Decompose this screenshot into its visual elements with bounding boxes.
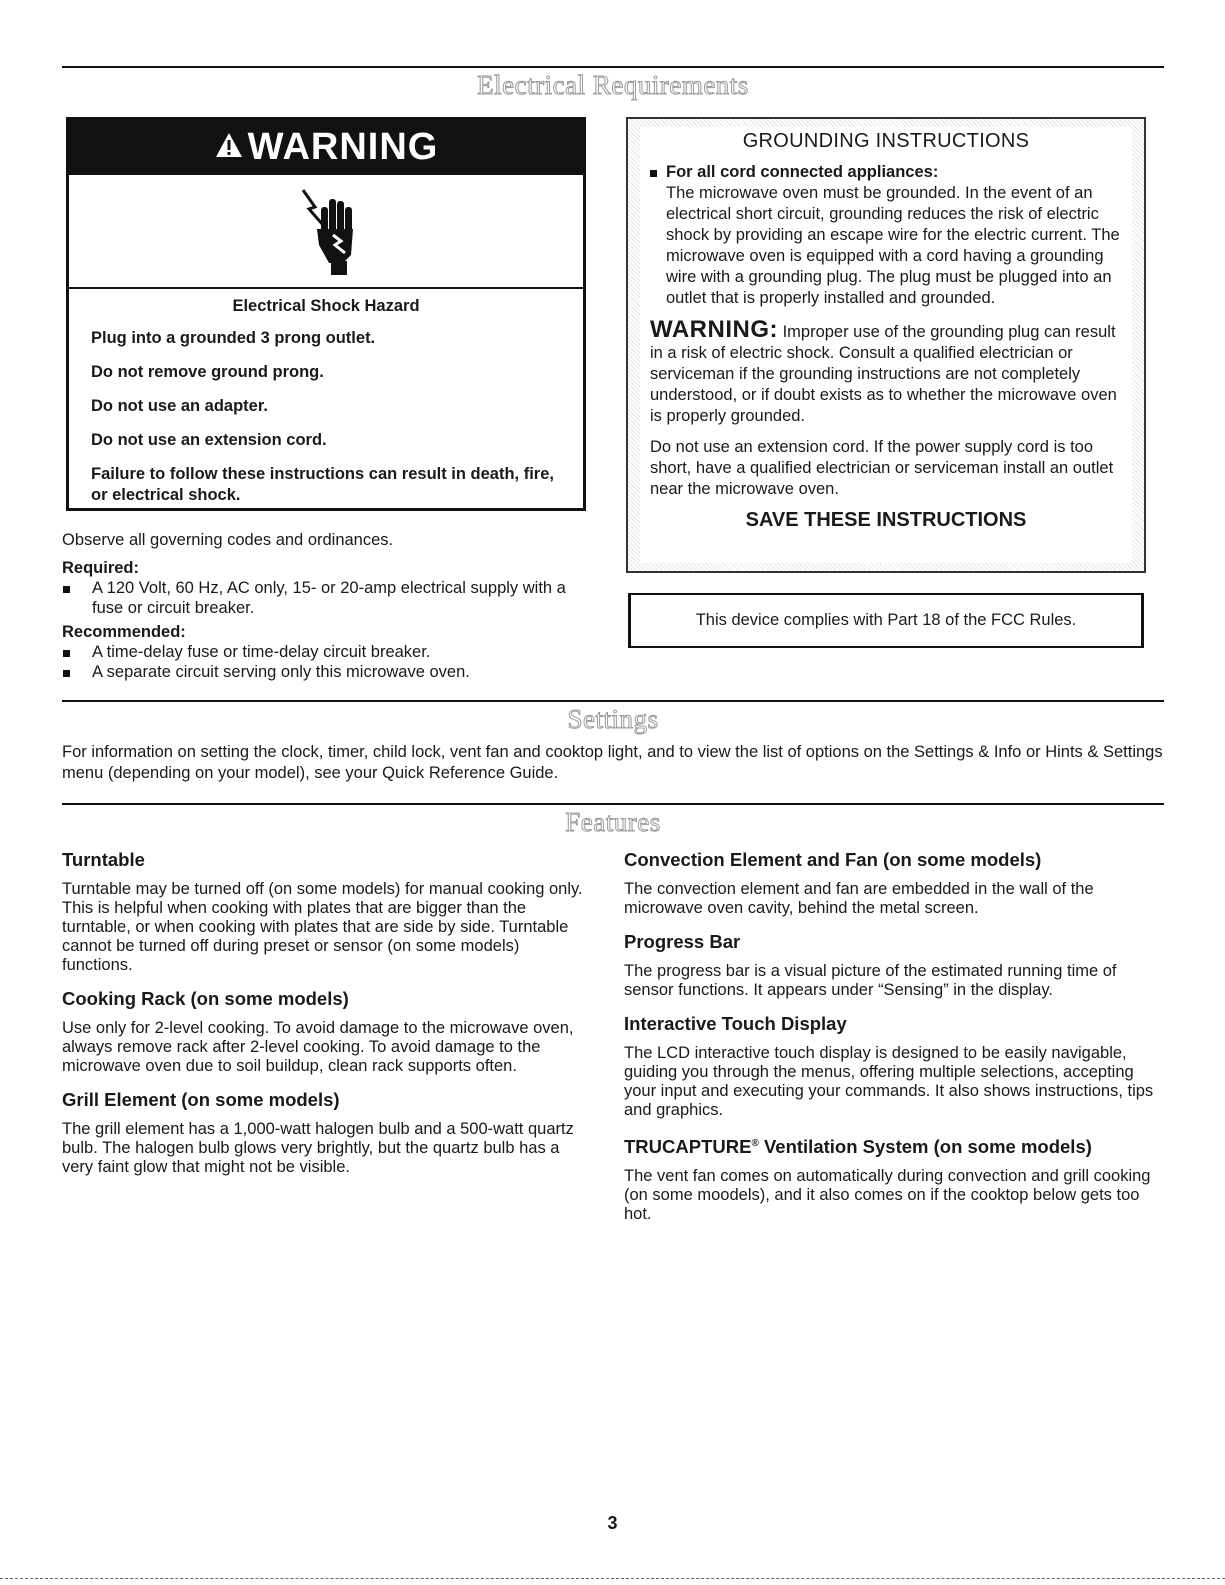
bullet-square-icon (62, 662, 92, 682)
warning-box (66, 117, 586, 511)
settings-text: For information on setting the clock, timer, child lock, vent fan and cooktop light, and to view the list of options on the Settings & Info or Hints & Settings menu (depending on your model), see your Quick Reference Guide. (62, 743, 1163, 782)
grounding-box (626, 117, 1146, 573)
save-instructions: SAVE THESE INSTRUCTIONS (745, 509, 1027, 531)
features-left-column (62, 850, 587, 1191)
list-item: A 120 Volt, 60 Hz, AC only, 15- or 20-amp electrical supply with a fuse or circuit breaker. (62, 578, 582, 618)
codes-text: Observe all governing codes and ordinances. (62, 531, 394, 549)
feature-text: The grill element has a 1,000-watt halogen bulb and a 500-watt quartz bulb. The halogen bulb glows very brightly, but the quartz bulb has a very faint glow that might not be visible. (62, 1120, 574, 1176)
warning-word: WARNING: (650, 316, 778, 343)
bottom-dashed-line (0, 1578, 1225, 1579)
feature-title: Interactive Touch Display (624, 1013, 847, 1034)
warning-line: Do not use an adapter. (91, 397, 268, 415)
feature-text: The vent fan comes on automatically during convection and grill cooking (on some moodels), and it also comes on if the cooktop below gets too hot. (624, 1167, 1151, 1224)
feature-text: The LCD interactive touch display is designed to be easily navigable, guiding you through the menus, offering multiple selections, accepting your input and executing your commands. It also shows instructions, tips and graphics. (624, 1044, 1154, 1119)
grounding-warning: WARNING: Improper use of the grounding plug can result in a risk of electric shock. Consult a qualified electrician or serviceman if the grounding instructions are not completely understood, or if doubt exists as to whether the microwave oven is properly grounded. (650, 316, 1117, 425)
fcc-box (628, 593, 1144, 648)
page-number: 3 (607, 1513, 618, 1533)
feature-text: Turntable may be turned off (on some models) for manual cooking only. This is helpful when cooking with plates that are bigger than the turntable, or when cooking with plates that are side by side. Turntable cannot be turned off during preset or sensor (on some models) functions. (62, 880, 583, 974)
grounding-para: The microwave oven must be grounded. In the event of an electrical short circuit, grounding reduces the risk of electric shock by providing an escape wire for the electric current. The microwave oven is equipped with a cord having a grounding wire with a grounding plug. The plug must be plugged into an outlet that is properly installed and grounded. (666, 184, 1120, 307)
feature-text: The convection element and fan are embedded in the wall of the microwave oven cavity, behind the metal screen. (624, 880, 1094, 917)
bullet-square-icon (650, 162, 666, 183)
section-title-electrical: Electrical Requirements (477, 70, 749, 100)
recommended-heading: Recommended: (62, 623, 186, 641)
fcc-text: This device complies with Part 18 of the FCC Rules. (695, 611, 1077, 629)
bullet-square-icon (62, 578, 92, 618)
feature-title: Turntable (62, 849, 145, 870)
warning-line: Failure to follow these instructions can result in death, fire, or electrical shock. (91, 465, 554, 504)
feature-title: Grill Element (on some models) (62, 1089, 340, 1110)
top-rule (62, 66, 1164, 68)
list-item: A separate circuit serving only this microwave oven. (62, 662, 582, 682)
warning-triangle-icon (214, 126, 244, 169)
feature-title: Progress Bar (624, 931, 741, 952)
settings-rule (62, 700, 1164, 702)
section-title-features: Features (565, 807, 661, 837)
warning-icon-area (69, 175, 583, 289)
grounding-para: Do not use an extension cord. If the power supply cord is too short, have a qualified electrician or serviceman install an outlet near the microwave oven. (650, 438, 1114, 498)
list-item: A time-delay fuse or time-delay circuit breaker. (62, 642, 582, 662)
feature-title: Cooking Rack (on some models) (62, 988, 349, 1009)
electric-shock-hand-icon (293, 185, 363, 280)
features-right-column (624, 850, 1154, 1238)
warning-header-text: WARNING (247, 126, 439, 168)
feature-text: The progress bar is a visual picture of the estimated running time of sensor functions. It appears under “Sensing” in the display. (624, 962, 1117, 999)
grounding-subheading: For all cord connected appliances: (650, 162, 1122, 183)
section-title-settings: Settings (567, 704, 659, 734)
warning-line: Do not use an extension cord. (91, 431, 327, 449)
warning-line: Do not remove ground prong. (91, 363, 324, 381)
hazard-title: Electrical Shock Hazard (232, 297, 420, 315)
grounding-title: GROUNDING INSTRUCTIONS (742, 130, 1030, 152)
required-heading: Required: (62, 559, 140, 577)
bullet-square-icon (62, 642, 92, 662)
electrical-left-text (62, 530, 582, 682)
feature-title: TRUCAPTURE® Ventilation System (on some models) (624, 1136, 1092, 1158)
feature-title: Convection Element and Fan (on some models) (624, 849, 1042, 870)
warning-line: Plug into a grounded 3 prong outlet. (91, 329, 376, 347)
warning-body (69, 289, 583, 506)
warning-header (69, 120, 583, 175)
feature-text: Use only for 2-level cooking. To avoid damage to the microwave oven, always remove rack after 2-level cooking. To avoid damage to the microwave oven due to soil buildup, clean rack supports often. (62, 1019, 574, 1075)
features-rule (62, 803, 1164, 805)
